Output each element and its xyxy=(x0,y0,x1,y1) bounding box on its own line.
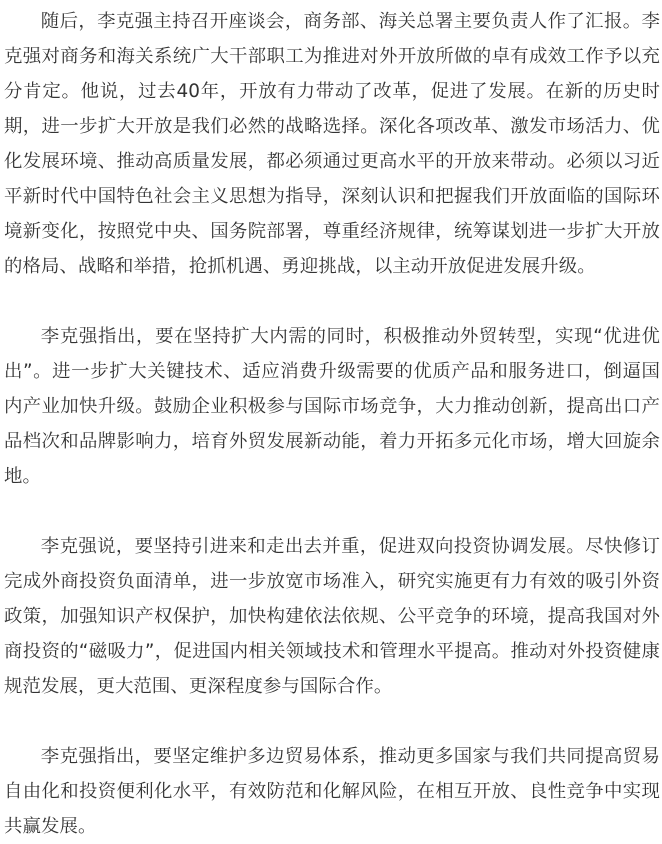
paragraph-3: 李克强说，要坚持引进来和走出去并重，促进双向投资协调发展。尽快修订完成外商投资负面清单，进一步放宽市场准入，研究实施更有力有效的吸引外资政策，加强知识产权保护，加快构建依法依规、公平竞争的环境，提高我国对外商投资的“磁吸力”，促进国内相关领域技术和管理水平提高。推动对外投资健康规范发展，更大范围、更深程度参与国际合作。 xyxy=(4,536,660,697)
article-body xyxy=(4,4,660,844)
paragraph-2: 李克强指出，要在坚持扩大内需的同时，积极推动外贸转型，实现“优进优出”。进一步扩大关键技术、适应消费升级需要的优质产品和服务进口，倒逼国内产业加快升级。鼓励企业积极参与国际市场竞争，大力推动创新，提高出口产品档次和品牌影响力，培育外贸发展新动能，着力开拓多元化市场，增大回旋余地。 xyxy=(4,326,660,487)
paragraph-4: 李克强指出，要坚定维护多边贸易体系，推动更多国家与我们共同提高贸易自由化和投资便利化水平，有效防范和化解风险，在相互开放、良性竞争中实现共赢发展。 xyxy=(4,746,660,837)
paragraph-1: 随后，李克强主持召开座谈会，商务部、海关总署主要负责人作了汇报。李克强对商务和海关系统广大干部职工为推进对外开放所做的卓有成效工作予以充分肯定。他说，过去40年，开放有力带动了改革，促进了发展。在新的历史时期，进一步扩大开放是我们必然的战略选择。深化各项改革、激发市场活力、优化发展环境、推动高质量发展，都必须通过更高水平的开放来带动。必须以习近平新时代中国特色社会主义思想为指导，深刻认识和把握我们开放面临的国际环境新变化，按照党中央、国务院部署，尊重经济规律，统筹谋划进一步扩大开放的格局、战略和举措，抢抓机遇、勇迎挑战，以主动开放促进发展升级。 xyxy=(4,11,660,277)
